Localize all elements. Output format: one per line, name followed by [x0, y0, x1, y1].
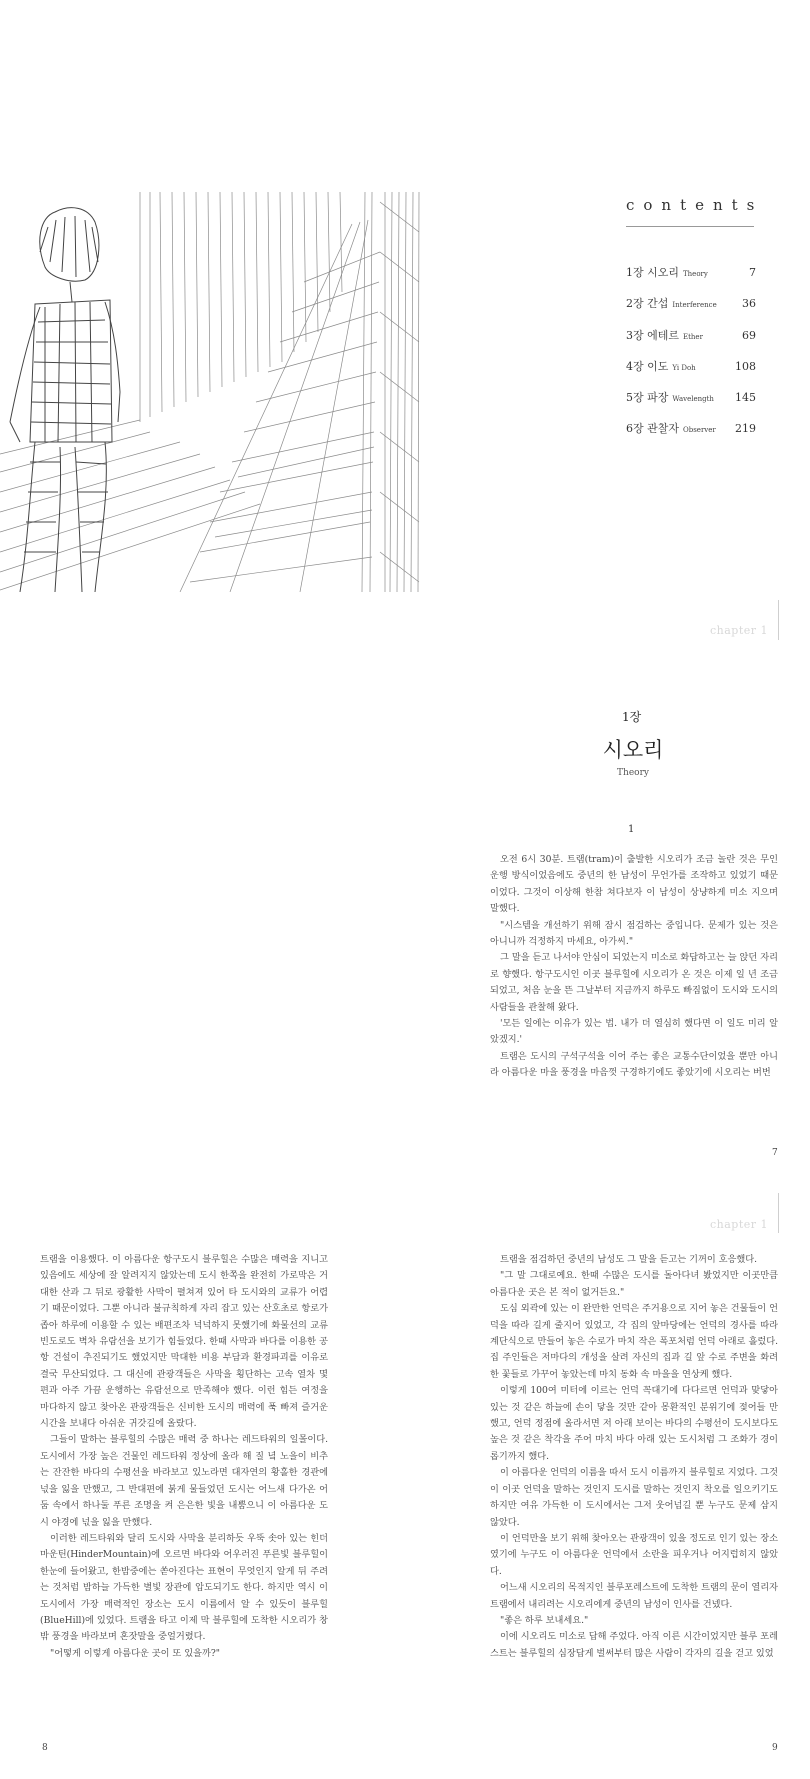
- paragraph: "어떻게 이렇게 아름다운 곳이 또 있을까?": [50, 1647, 220, 1659]
- paragraph: "그 말 그대로예요. 한때 수많은 도시를 돌아다녀 봤었지만 이곳만큼 아름다운 곳은 본 적이 없거든요.": [490, 1270, 778, 1298]
- page7-text: [490, 852, 778, 1082]
- table-of-contents: [626, 264, 756, 452]
- page8-text: [40, 1252, 328, 1662]
- page-number-8: 8: [42, 1743, 48, 1753]
- toc-english: Yi Doh: [672, 363, 696, 372]
- chapter-tab-label: chapter 1: [710, 624, 769, 637]
- paragraph: 이렇게 100여 미터에 이르는 언덕 꼭대기에 다다르면 언덕과 맞닿아 있는 것 같은 하늘에 손이 닿을 것만 같아 몽환적인 분위기에 젖어들 만했고, 언덕 정점에 올라서면 저 아래 보이는 바다의 수평선이 도시보다도 높은 것 같은 착각을 주어 마치 바다 아래 있는 도시처럼 그 조화가 경이롭기까지 했다.: [490, 1385, 778, 1462]
- toc-chapter: 4장 이도: [626, 359, 669, 373]
- toc-item-5[interactable]: [626, 389, 756, 420]
- toc-chapter: 2장 간섭: [626, 297, 669, 311]
- paragraph: 오전 6시 30분. 트램(tram)이 출발한 시오리가 조금 놀란 것은 무인 운행 방식이었음에도 중년의 한 남성이 무언가를 조작하고 있었기 때문이었다. 그것이 이상해 한참 쳐다보자 이 남성이 상냥하게 미소 지으며 말했다.: [490, 854, 778, 915]
- paragraph: 이 아름다운 언덕의 이름을 따서 도시 이름까지 블루힐로 지었다. 그것이 이곳 언덕을 말하는 것인지 도시를 말하는 것인지 착오를 일으키기도 하지만 여유 가득한 이 도시에서는 그저 웃어넘길 뿐 누구도 문제 삼지 않았다.: [490, 1467, 778, 1528]
- paragraph: 그들이 말하는 블루힐의 수많은 매력 중 하나는 레드타워의 일몰이다. 도시에서 가장 높은 건물인 레드타워 정상에 올라 해 질 녘 노을이 비추는 잔잔한 바다의 수평선을 바라보고 있노라면 대자연의 황홀한 경관에 넋을 잃을 만했고, 그 반대편에 붉게 물들었던 도시는 어느새 다가온 어둠 속에서 하나둘 푸른 조명을 켜 은은한 빛을 내뿜으니 이 아름다운 도시 야경에 넋을 잃을 만했다.: [40, 1434, 328, 1528]
- toc-item-2[interactable]: [626, 295, 756, 326]
- chapter-title: 시오리: [602, 738, 664, 762]
- toc-item-3[interactable]: [626, 327, 756, 358]
- toc-item-1[interactable]: [626, 264, 756, 295]
- paragraph: 트램을 이용했다. 이 아름다운 항구도시 블루힐은 수많은 매력을 지니고 있음에도 세상에 잘 알려지지 않았는데 도시 한쪽을 완전히 가로막은 거대한 산과 그 뒤로 광활한 사막이 펼쳐져 있어 타 도시와의 교류가 어렵기 때문이었다. 그뿐 아니라 불규칙하게 자리 잡고 있는 산호초로 항로가 좁아 하루에 이용할 수 있는 배편조차 넉넉하지 못했기에 화물선의 교류 빈도로도 벽차 유람선을 보기가 힘들었다. 한때 사막과 바다를 이용한 공항 건설이 추진되기도 했었지만 막대한 비용 부담과 환경파괴를 이유로 결국 무산되었다. 그 대신에 관광객들은 사막을 횡단하는 고속 열차 몇 편과 아주 가끔 운행하는 유람선으로 만족해야 했다. 이런 힘든 여정을 마다하지 않고 찾아온 관광객들은 신비한 도시의 매력에 푹 빠져 즐거운 시간을 보내다 아쉬운 귀갓길에 올랐다.: [40, 1254, 328, 1430]
- toc-page: 69: [742, 328, 756, 342]
- chapter-tab-line: [778, 1193, 779, 1233]
- toc-english: Observer: [683, 426, 716, 435]
- page-number-9: 9: [772, 1743, 778, 1753]
- toc-page: 145: [735, 391, 756, 405]
- toc-chapter: 5장 파장: [626, 391, 669, 405]
- toc-page: 108: [735, 359, 756, 373]
- paragraph: 트램은 도시의 구석구석을 이어 주는 좋은 교통수단이었을 뿐만 아니라 아름다운 마을 풍경을 마음껏 구경하기에도 좋았기에 시오리는 버번: [490, 1050, 778, 1079]
- paragraph: 그 말을 듣고 나서야 안심이 되었는지 미소로 화답하고는 늘 앉던 자리로 향했다. 항구도시인 이곳 블루힐에 시오리가 온 것은 이제 일 년 조금 되었고, 처음 눈을 뜬 그날부터 지금까지 하루도 빠짐없이 도시와 도시의 사람들을 관찰해 왔다.: [490, 952, 778, 1013]
- paragraph: 어느새 시오리의 목적지인 블루포레스트에 도착한 트램의 문이 열리자 트램에서 내리려는 시오리에게 중년의 남성이 인사를 건넸다.: [490, 1582, 778, 1610]
- toc-english: Ether: [683, 332, 703, 341]
- chapter-tab-line: [778, 600, 779, 640]
- paragraph: 이에 시오리도 미소로 답해 주었다. 아직 이른 시간이었지만 블루 포레스트는 블루힐의 심장답게 벌써부터 많은 사람이 각자의 길을 걷고 있었: [490, 1631, 778, 1659]
- paragraph: 도심 외곽에 있는 이 완만한 언덕은 주거용으로 지어 놓은 건물들이 언덕을 따라 길게 줄지어 있었고, 각 집의 앞마당에는 언덕의 경사를 따라 계단식으로 만들어 놓은 수로가 마치 작은 폭포처럼 언덕 아래로 흘렀다. 집 주인들은 저마다의 개성을 살려 자신의 집과 길 앞 수로 주변을 화려한 꽃들로 가꾸어 놓았는데 마치 동화 속 마을을 연상케 했다.: [490, 1303, 778, 1380]
- pencil-sketch-illustration: [0, 192, 420, 592]
- contents-title: contents: [626, 196, 764, 214]
- toc-chapter: 6장 관찰자: [626, 422, 679, 436]
- section-number: 1: [628, 824, 635, 835]
- paragraph: "시스템을 개선하기 위해 잠시 점검하는 중입니다. 문제가 있는 것은 아니니까 걱정하지 마세요, 아가씨.": [490, 919, 778, 948]
- page9-text: [490, 1252, 778, 1662]
- toc-page: 7: [749, 266, 756, 279]
- toc-english: Wavelength: [672, 395, 714, 404]
- chapter-english-title: Theory: [617, 768, 649, 778]
- page-number-7: 7: [772, 1148, 778, 1158]
- toc-english: Theory: [683, 270, 708, 278]
- paragraph: 이러한 레드타워와 달리 도시와 사막을 분리하듯 우뚝 솟아 있는 힌더마운틴(HinderMountain)에 오르면 바다와 어우러진 푸른빛 블루힐이 한눈에 들어왔고, 한밤중에는 쏟아진다는 표현이 무엇인지 알게 뒤 주려는 것처럼 밤하늘 가득한 별빛 장관에 압도되기도 한다. 하지만 역시 이 도시에서 가장 매력적인 장소는 도시 이름에서 알 수 있듯이 블루힐(BlueHill)에 있었다. 트램을 타고 이제 막 블루힐에 도착한 시오리가 창밖 풍경을 바라보며 혼잣말을 중얼거렸다.: [40, 1532, 328, 1643]
- toc-page: 36: [742, 297, 756, 311]
- toc-chapter: 3장 에테르: [626, 328, 679, 342]
- toc-item-6[interactable]: [626, 420, 756, 451]
- toc-chapter: 1장 시오리: [626, 266, 679, 279]
- toc-english: Interference: [672, 301, 717, 310]
- contents-divider: [626, 226, 754, 227]
- chapter-number: 1장: [622, 710, 642, 724]
- toc-page: 219: [735, 422, 756, 436]
- paragraph: 트램을 점검하던 중년의 남성도 그 말을 듣고는 기꺼이 호응했다.: [500, 1254, 758, 1265]
- paragraph: '모든 일에는 이유가 있는 법. 내가 더 열심히 했다면 이 일도 미리 알았겠지.': [490, 1018, 778, 1046]
- chapter-tab-label: chapter 1: [710, 1218, 769, 1231]
- paragraph: "좋은 하루 보내세요.": [500, 1614, 589, 1626]
- toc-item-4[interactable]: [626, 358, 756, 389]
- paragraph: 이 언덕만을 보기 위해 찾아오는 관광객이 있을 정도로 인기 있는 장소였기에 누구도 이 아름다운 언덕에서 소란을 피우거나 어지럽히지 않았다.: [490, 1532, 778, 1577]
